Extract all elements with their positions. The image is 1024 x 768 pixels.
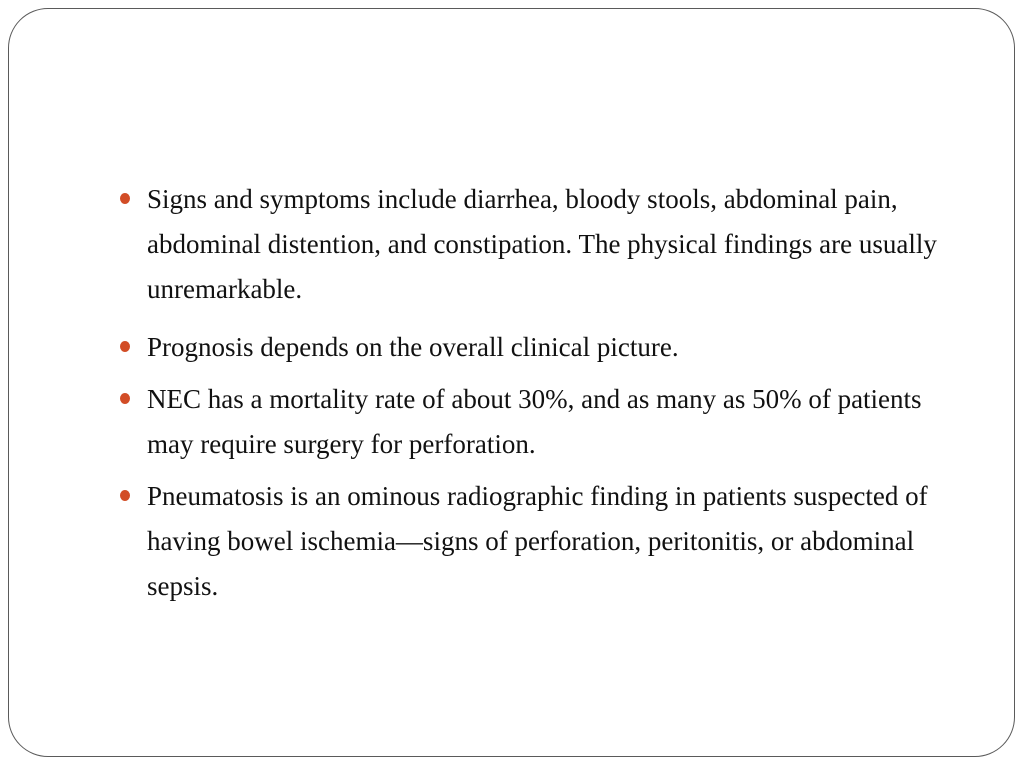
bullet-text: Pneumatosis is an ominous radiographic finding in patients suspected of having bowel ischemia—signs of perforation, peritonitis, or abdominal sepsis. <box>147 481 928 601</box>
bullet-text: Signs and symptoms include diarrhea, bloody stools, abdominal pain, abdominal distention, and constipation. The physical findings are usually unremarkable. <box>147 184 937 304</box>
bullet-item-pneumatosis <box>117 474 967 609</box>
bullet-dot-icon <box>120 193 130 204</box>
slide-frame <box>8 8 1015 757</box>
bullet-item-mortality <box>117 377 967 467</box>
bullet-text: Prognosis depends on the overall clinical picture. <box>147 332 679 362</box>
bullet-dot-icon <box>120 490 130 501</box>
bullet-item-prognosis <box>117 325 967 370</box>
bullet-item-signs-symptoms <box>117 177 967 312</box>
bullet-list <box>117 177 967 609</box>
bullet-dot-icon <box>120 341 130 352</box>
bullet-dot-icon <box>120 393 130 404</box>
bullet-text: NEC has a mortality rate of about 30%, and as many as 50% of patients may require surgery for perforation. <box>147 384 922 459</box>
